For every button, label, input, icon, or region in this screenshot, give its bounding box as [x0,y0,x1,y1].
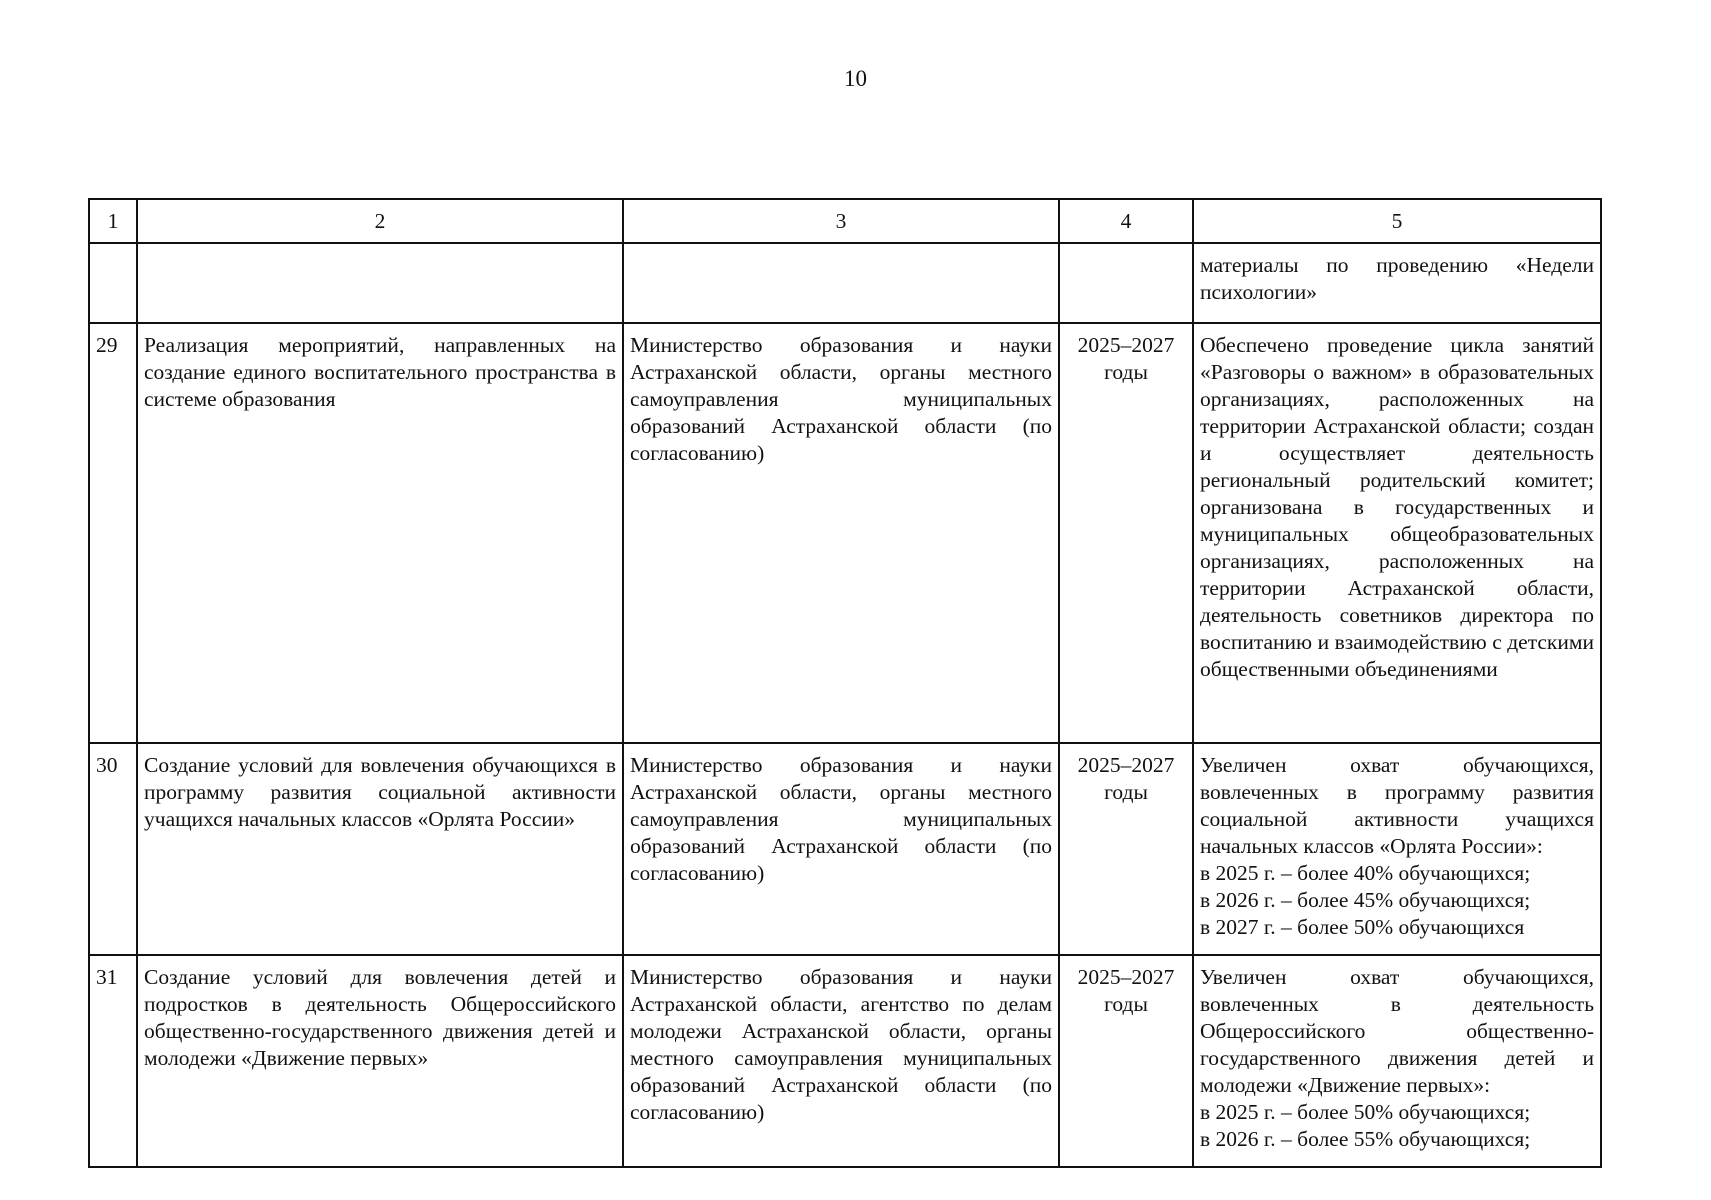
cell-period: 2025–2027 годы [1059,955,1193,1167]
measures-table [88,198,1602,1168]
cell-period: 2025–2027 годы [1059,743,1193,955]
header-col-1: 1 [89,199,137,243]
header-col-5: 5 [1193,199,1601,243]
cell-num [89,243,137,323]
result-line: в 2026 г. – более 45% обучающихся; [1200,888,1531,912]
result-line: Увеличен охват обучающихся, вовлеченных в деятельность Общероссийского общественно-государственного движения детей и молодежи «Движение первых»: [1200,965,1594,1097]
continuation-row [89,243,1601,323]
cell-executor: Министерство образования и науки Астраханской области, органы местного самоуправления муниципальных образований Астраханской области (по согласованию) [623,743,1059,955]
cell-executor: Министерство образования и науки Астраханской области, органы местного самоуправления муниципальных образований Астраханской области (по согласованию) [623,323,1059,743]
table-row [89,743,1601,955]
cell-executor [623,243,1059,323]
header-col-2: 2 [137,199,623,243]
cell-period [1059,243,1193,323]
result-line: Увеличен охват обучающихся, вовлеченных в программу развития социальной активности учащихся начальных классов «Орлята России»: [1200,753,1594,858]
cell-num: 31 [89,955,137,1167]
table-row [89,955,1601,1167]
result-line: в 2025 г. – более 40% обучающихся; [1200,861,1531,885]
header-col-4: 4 [1059,199,1193,243]
result-line: Обеспечено проведение цикла занятий «Разговоры о важном» в образовательных организациях, расположенных на территории Астраханской области; создан и осуществляет деятельность региональный родительский комитет; организована в государственных и муниципальных общеобразовательных организациях, расположенных на территории Астраханской области, деятельность советников директора по воспитанию и взаимодействию с детскими общественными объединениями [1200,333,1594,681]
result-line: в 2025 г. – более 50% обучающихся; [1200,1100,1531,1124]
cell-result: материалы по проведению «Недели психологии» [1193,243,1601,323]
result-line: в 2027 г. – более 50% обучающихся [1200,915,1525,939]
header-row [89,199,1601,243]
cell-measure: Создание условий для вовлечения обучающихся в программу развития социальной активности учащихся начальных классов «Орлята России» [137,743,623,955]
table-row [89,323,1601,743]
cell-measure: Реализация мероприятий, направленных на создание единого воспитательного пространства в системе образования [137,323,623,743]
cell-num: 30 [89,743,137,955]
header-col-3: 3 [623,199,1059,243]
cell-measure [137,243,623,323]
page-number: 10 [844,66,867,91]
cell-result [1193,743,1601,955]
cell-num: 29 [89,323,137,743]
cell-executor: Министерство образования и науки Астраханской области, агентство по делам молодежи Астраханской области, органы местного самоуправления муниципальных образований Астраханской области (по согласованию) [623,955,1059,1167]
cell-result [1193,323,1601,743]
cell-measure: Создание условий для вовлечения детей и подростков в деятельность Общероссийского общественно-государственного движения детей и молодежи «Движение первых» [137,955,623,1167]
cell-period: 2025–2027 годы [1059,323,1193,743]
cell-result [1193,955,1601,1167]
result-line: в 2026 г. – более 55% обучающихся; [1200,1127,1531,1151]
